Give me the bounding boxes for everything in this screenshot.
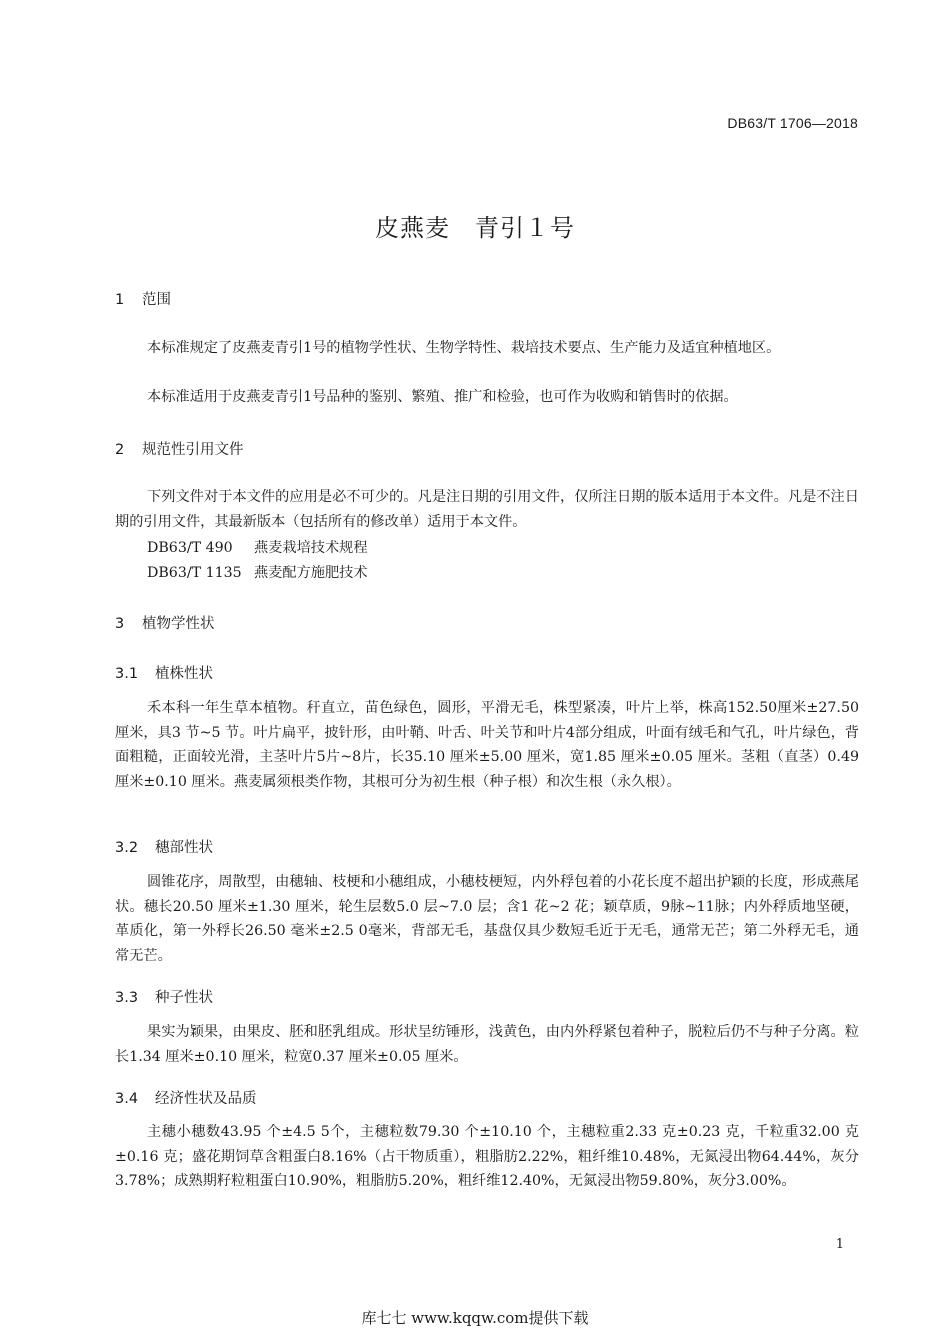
reference-name: 燕麦栽培技术规程 bbox=[254, 540, 368, 556]
scope-paragraph-1: 本标准规定了皮燕麦青引1号的植物学性状、生物学特性、栽培技术要点、生产能力及适宜种植地区。 bbox=[147, 340, 781, 356]
standard-code: DB63/T 1706—2018 bbox=[727, 115, 858, 131]
section-number: 1 bbox=[115, 292, 125, 308]
download-footer: 库七七 www.kqqw.com提供下载 bbox=[361, 1309, 589, 1327]
section-number: 3 bbox=[115, 616, 125, 632]
reference-code: DB63/T 490 bbox=[147, 540, 233, 556]
section-2-heading bbox=[115, 438, 244, 459]
plant-traits-paragraph: 禾本科一年生草本植物。秆直立，苗色绿色，圆形，平滑无毛，株型紧凑，叶片上举，株高152.50厘米±27.50 厘米，具3 节~5 节。叶片扁平，披针形，由叶鞘、叶舌、叶关节和叶片4部分组成，叶面有绒毛和气孔，叶片绿色，背面粗糙，正面较光滑，主茎叶片5片~8片，长35.10 厘米±5.00 厘米，宽1.85 厘米±0.05 厘米。茎粗（直茎）0.49 厘米±0.10 厘米。燕麦属须根类作物，其根可分为初生根（种子根）和次生根（永久根）。 bbox=[115, 700, 859, 790]
subsection-title: 种子性状 bbox=[155, 990, 213, 1006]
normative-references-paragraph: 下列文件对于本文件的应用是必不可少的。凡是注日期的引用文件，仅所注日期的版本适用于本文件。凡是不注日期的引用文件，其最新版本（包括所有的修改单）适用于本文件。 bbox=[115, 489, 859, 530]
document-title: 皮燕麦 青引１号 bbox=[375, 214, 575, 242]
subsection-3-2-heading bbox=[115, 836, 213, 857]
reference-item bbox=[147, 537, 368, 557]
section-title: 植物学性状 bbox=[142, 616, 215, 632]
section-number: 2 bbox=[115, 442, 125, 458]
section-title: 规范性引用文件 bbox=[142, 442, 244, 458]
subsection-title: 经济性状及品质 bbox=[155, 1091, 257, 1107]
subsection-3-1-heading bbox=[115, 662, 213, 683]
subsection-number: 3.4 bbox=[115, 1091, 139, 1107]
section-title: 范围 bbox=[142, 292, 171, 308]
section-3-heading bbox=[115, 612, 215, 633]
subsection-3-4-heading bbox=[115, 1087, 257, 1108]
reference-name: 燕麦配方施肥技术 bbox=[254, 565, 368, 581]
section-1-heading bbox=[115, 288, 171, 309]
panicle-traits-paragraph: 圆锥花序，周散型，由穗轴、枝梗和小穗组成，小穗枝梗短，内外稃包着的小花长度不超出护颖的长度，形成燕尾状。穗长20.50 厘米±1.30 厘米，轮生层数5.0 层~7.0 层；含1 花~2 花；颖草质，9脉~11脉；内外稃质地坚硬，革质化，第一外稃长26.50 毫米±2.5 0毫米，背部无毛，基盘仅具少数短毛近于无毛，通常无芒；第二外稃无毛，通常无芒。 bbox=[115, 874, 859, 964]
economic-traits-paragraph: 主穗小穗数43.95 个±4.5 5个，主穗粒数79.30 个±10.10 个，主穗粒重2.33 克±0.23 克，千粒重32.00 克±0.16 克；盛花期饲草含粗蛋白8.16%（占干物质重），粗脂肪2.22%，粗纤维10.48%，无氮浸出物64.44%，灰分3.78%；成熟期籽粒粗蛋白10.90%，粗脂肪5.20%，粗纤维12.40%，无氮浸出物59.80%，灰分3.00%。 bbox=[115, 1124, 859, 1190]
subsection-number: 3.3 bbox=[115, 990, 139, 1006]
page-number: 1 bbox=[835, 1237, 844, 1252]
subsection-number: 3.1 bbox=[115, 666, 139, 682]
subsection-number: 3.2 bbox=[115, 840, 139, 856]
scope-paragraph-2: 本标准适用于皮燕麦青引1号品种的鉴别、繁殖、推广和检验，也可作为收购和销售时的依据。 bbox=[147, 389, 738, 405]
reference-code: DB63/T 1135 bbox=[147, 565, 242, 581]
reference-item bbox=[147, 562, 368, 582]
subsection-3-3-heading bbox=[115, 986, 213, 1007]
seed-traits-paragraph: 果实为颖果，由果皮、胚和胚乳组成。形状呈纺锤形，浅黄色，由内外稃紧包着种子，脱粒后仍不与种子分离。粒长1.34 厘米±0.10 厘米，粒宽0.37 厘米±0.05 厘米。 bbox=[115, 1024, 859, 1065]
subsection-title: 植株性状 bbox=[155, 666, 213, 682]
subsection-title: 穗部性状 bbox=[155, 840, 213, 856]
